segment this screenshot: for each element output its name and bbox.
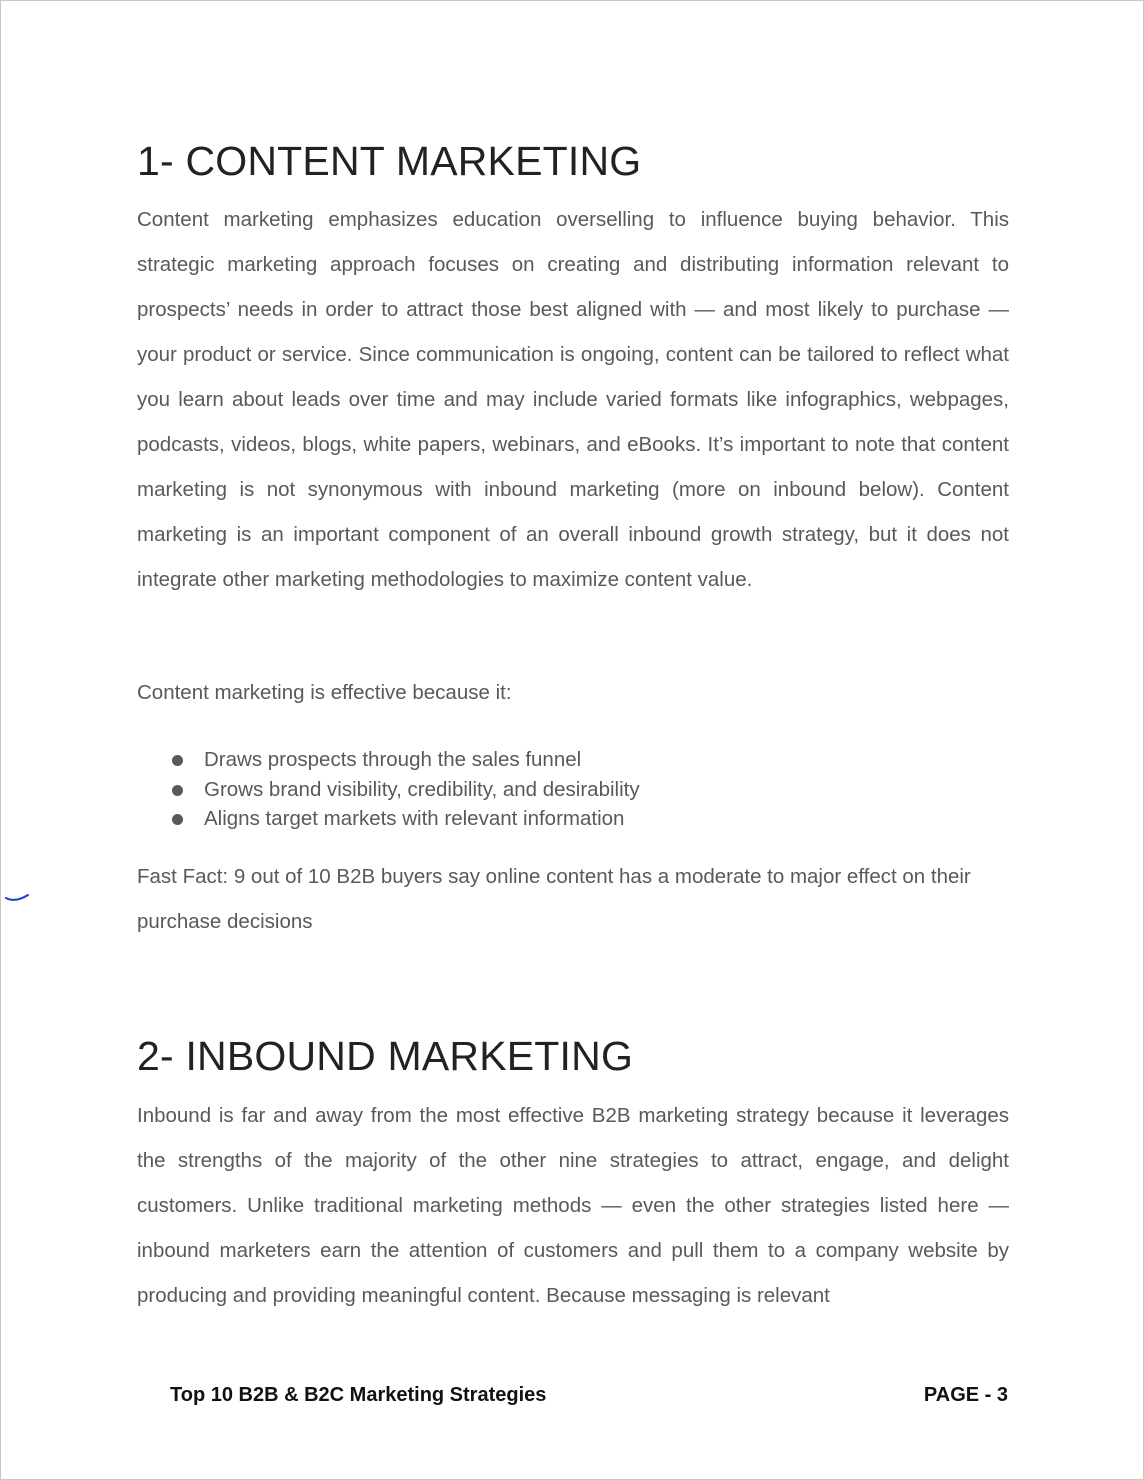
bullet-icon — [172, 755, 183, 766]
list-item — [137, 804, 1009, 834]
bullet-icon — [172, 814, 183, 825]
fast-fact-paragraph: Fast Fact: 9 out of 10 B2B buyers say online content has a moderate to major effect on their purchase decisions — [137, 865, 971, 933]
section-heading-content-marketing: 1- CONTENT MARKETING — [137, 138, 642, 184]
bullet-icon — [172, 785, 183, 796]
inbound-marketing-paragraph: Inbound is far and away from the most effective B2B marketing strategy because it leverages the strengths of the majority of the other nine strategies to attract, engage, and delight customers. Unlike traditional marketing methods — even the other strategies listed here — inbound marketers earn the attention of customers and pull them to a company website by producing and providing meaningful content. Because messaging is relevant — [137, 1104, 1009, 1307]
list-item-text: Draws prospects through the sales funnel — [204, 748, 582, 771]
benefits-list — [137, 745, 1009, 834]
content-marketing-intro: Content marketing is effective because it: — [137, 681, 512, 704]
list-item-text: Grows brand visibility, credibility, and desirability — [204, 777, 640, 801]
list-item — [137, 745, 1009, 775]
list-item-text: Aligns target markets with relevant information — [204, 807, 625, 830]
section-heading-inbound-marketing: 2- INBOUND MARKETING — [137, 1033, 634, 1079]
pen-annotation-mark — [3, 891, 33, 907]
footer-document-title: Top 10 B2B & B2C Marketing Strategies — [170, 1384, 547, 1406]
content-marketing-paragraph: Content marketing emphasizes education overselling to influence buying behavior. This strategic marketing approach focuses on creating and distributing information relevant to prospects’ needs in order to attract those best aligned with — and most likely to purchase — your product or service. Since communication is ongoing, content can be tailored to reflect what you learn about leads over time and may include varied formats like infographics, webpages, podcasts, videos, blogs, white papers, webinars, and eBooks. It’s important to note that content marketing is not synonymous with inbound marketing (more on inbound below). Content marketing is an important component of an overall inbound growth strategy, but it does not integrate other marketing methodologies to maximize content value. — [137, 208, 1009, 591]
footer-page-number: PAGE - 3 — [923, 1384, 1008, 1406]
list-item — [137, 775, 1009, 805]
